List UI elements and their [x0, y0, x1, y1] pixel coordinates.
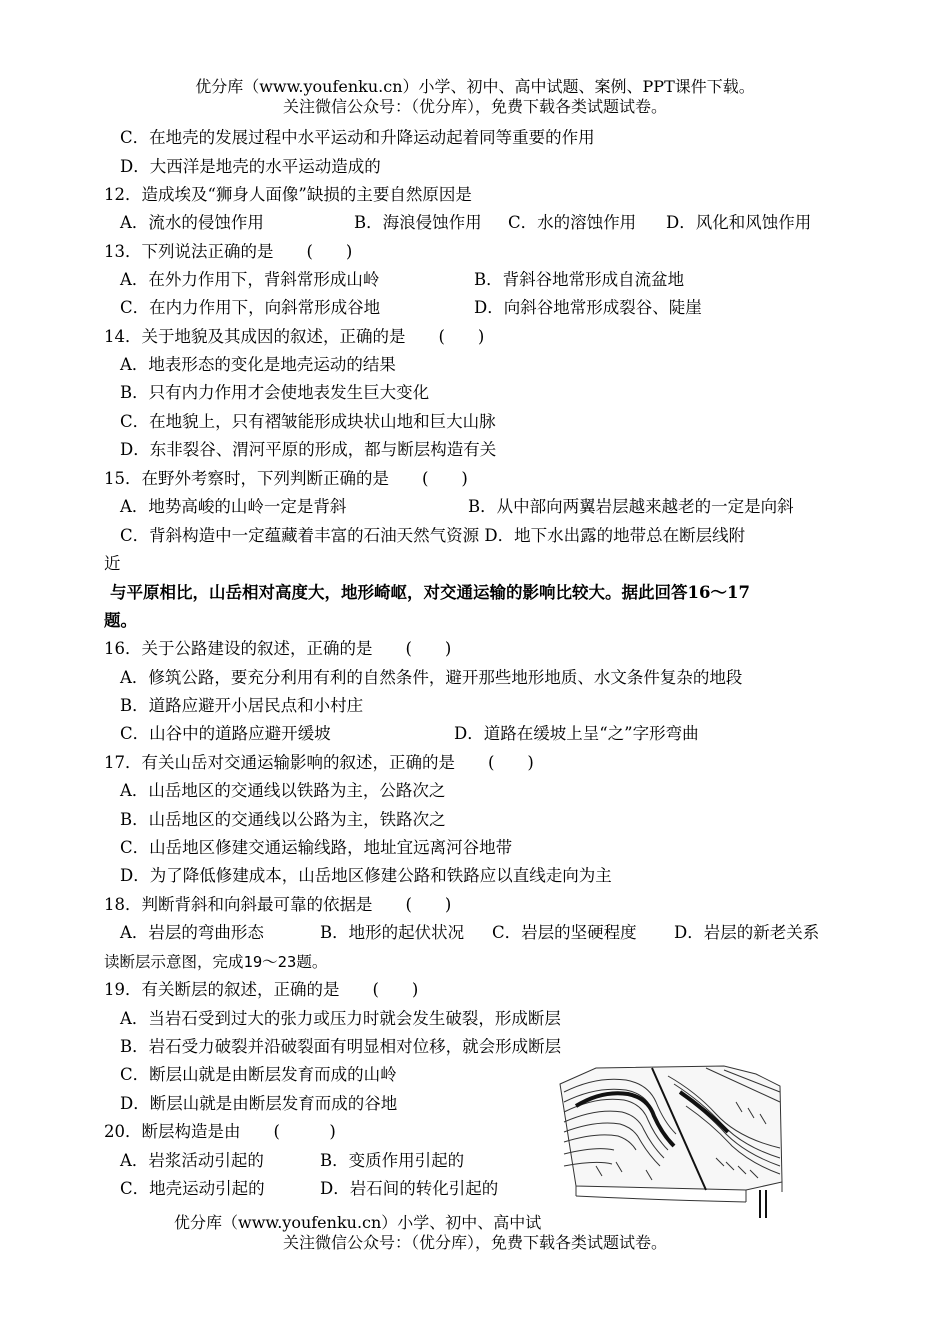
q18-option-d: D．岩层的新老关系	[674, 923, 820, 942]
q19-stem: 19．有关断层的叙述，正确的是 ( )	[104, 980, 419, 999]
q20-stem: 20．断层构造是由 ( )	[104, 1122, 336, 1141]
q19-option-a: A．当岩石受到过大的张力或压力时就会发生破裂，形成断层	[120, 1009, 561, 1028]
q13-option-c: C．在内力作用下，向斜常形成谷地	[120, 298, 381, 317]
q12-option-d: D．风化和风蚀作用	[666, 213, 812, 232]
q16-option-a: A．修筑公路，要充分利用有利的自然条件，避开那些地形地质、水文条件复杂的地段	[120, 668, 743, 687]
q14-option-c: C．在地貌上，只有褶皱能形成块状山地和巨大山脉	[120, 412, 496, 431]
q16-options-row	[120, 723, 699, 745]
q19-option-d: D．断层山就是由断层发育而成的谷地	[120, 1094, 398, 1113]
q13-option-d: D．向斜谷地常形成裂谷、陡崖	[474, 298, 702, 317]
passage-text-wrap: 题。	[104, 611, 137, 630]
q12-option-c: C．水的溶蚀作用	[508, 213, 637, 232]
fault-diagram-image	[556, 1062, 788, 1224]
footer-line-2: 关注微信公众号：（优分库），免费下载各类试题试卷。	[282, 1233, 667, 1252]
q17-option-a: A．山岳地区的交通线以铁路为主，公路次之	[120, 781, 446, 800]
q13-option-b: B．背斜谷地常形成自流盆地	[474, 270, 685, 289]
q15-option-b: B．从中部向两翼岩层越来越老的一定是向斜	[468, 497, 794, 516]
q14-option-b: B．只有内力作用才会使地表发生巨大变化	[120, 383, 430, 402]
q18-option-c: C．岩层的坚硬程度	[492, 923, 637, 942]
q20-option-b: B．变质作用引起的	[320, 1151, 465, 1170]
header-line-2: 关注微信公众号：（优分库），免费下载各类试题试卷。	[282, 97, 667, 116]
q18-options	[120, 922, 819, 944]
q12-option-b: B．海浪侵蚀作用	[354, 213, 482, 232]
q13-stem: 13．下列说法正确的是 ( )	[104, 242, 353, 261]
q20-options-row-2	[120, 1178, 498, 1200]
q13-options-row-1	[120, 269, 684, 291]
q13-option-a: A．在外力作用下，背斜常形成山岭	[120, 270, 380, 289]
q18-option-b: B．地形的起伏状况	[320, 923, 465, 942]
q20-option-c: C．地壳运动引起的	[120, 1179, 265, 1198]
q16-stem: 16．关于公路建设的叙述，正确的是 ( )	[104, 639, 452, 658]
q12-options	[120, 212, 811, 234]
q13-options-row-2	[120, 297, 702, 319]
q20-option-a: A．岩浆活动引起的	[120, 1151, 264, 1170]
q17-option-d: D．为了降低修建成本，山岳地区修建公路和铁路应以直线走向为主	[120, 866, 612, 885]
q14-stem: 14．关于地貌及其成因的叙述，正确的是 ( )	[104, 327, 485, 346]
q17-option-b: B．山岳地区的交通线以公路为主，铁路次之	[120, 810, 446, 829]
fault-figure-instruction: 读断层示意图，完成19～23题。	[104, 953, 328, 971]
q14-option-d: D．东非裂谷、渭河平原的形成，都与断层构造有关	[120, 440, 497, 459]
header-line-1: 优分库（www.youfenku.cn）小学、初中、高中试题、案例、PPT课件下载。	[195, 77, 755, 96]
q15-stem: 15．在野外考察时，下列判断正确的是 ( )	[104, 469, 468, 488]
q16-option-b: B．道路应避开小居民点和小村庄	[120, 696, 364, 715]
footer-line-1: 优分库（www.youfenku.cn）小学、初中、高中试	[174, 1213, 542, 1232]
q20-option-d: D．岩石间的转化引起的	[320, 1179, 499, 1198]
q18-stem: 18．判断背斜和向斜最可靠的依据是 ( )	[104, 895, 452, 914]
q11-option-c: C．在地壳的发展过程中水平运动和升降运动起着同等重要的作用	[120, 128, 595, 147]
q16-option-d: D．道路在缓坡上呈“之”字形弯曲	[454, 724, 699, 743]
q14-option-a: A．地表形态的变化是地壳运动的结果	[120, 355, 396, 374]
q17-option-c: C．山岳地区修建交通运输线路，地址宜远离河谷地带	[120, 838, 513, 857]
q19-option-c: C．断层山就是由断层发育而成的山岭	[120, 1065, 397, 1084]
q17-stem: 17．有关山岳对交通运输影响的叙述，正确的是 ( )	[104, 753, 534, 772]
q18-option-a: A．岩层的弯曲形态	[120, 923, 264, 942]
q11-option-d: D．大西洋是地壳的水平运动造成的	[120, 157, 381, 176]
q15-options-wrap: 近	[104, 554, 121, 573]
q15-option-a: A．地势高峻的山岭一定是背斜	[120, 497, 347, 516]
q20-options-row-1	[120, 1150, 464, 1172]
passage-text: 与平原相比，山岳相对高度大，地形崎岖，对交通运输的影响比较大。据此回答16～17	[110, 583, 750, 602]
q15-options-row-1	[120, 496, 794, 518]
q19-option-b: B．岩石受力破裂并沿破裂面有明显相对位移，就会形成断层	[120, 1037, 562, 1056]
q12-stem: 12．造成埃及“狮身人面像”缺损的主要自然原因是	[104, 185, 472, 204]
q12-option-a: A．流水的侵蚀作用	[120, 213, 264, 232]
q15-options-row-2: C．背斜构造中一定蕴藏着丰富的石油天然气资源 D．地下水出露的地带总在断层线附	[120, 526, 746, 545]
q16-option-c: C．山谷中的道路应避开缓坡	[120, 724, 331, 743]
